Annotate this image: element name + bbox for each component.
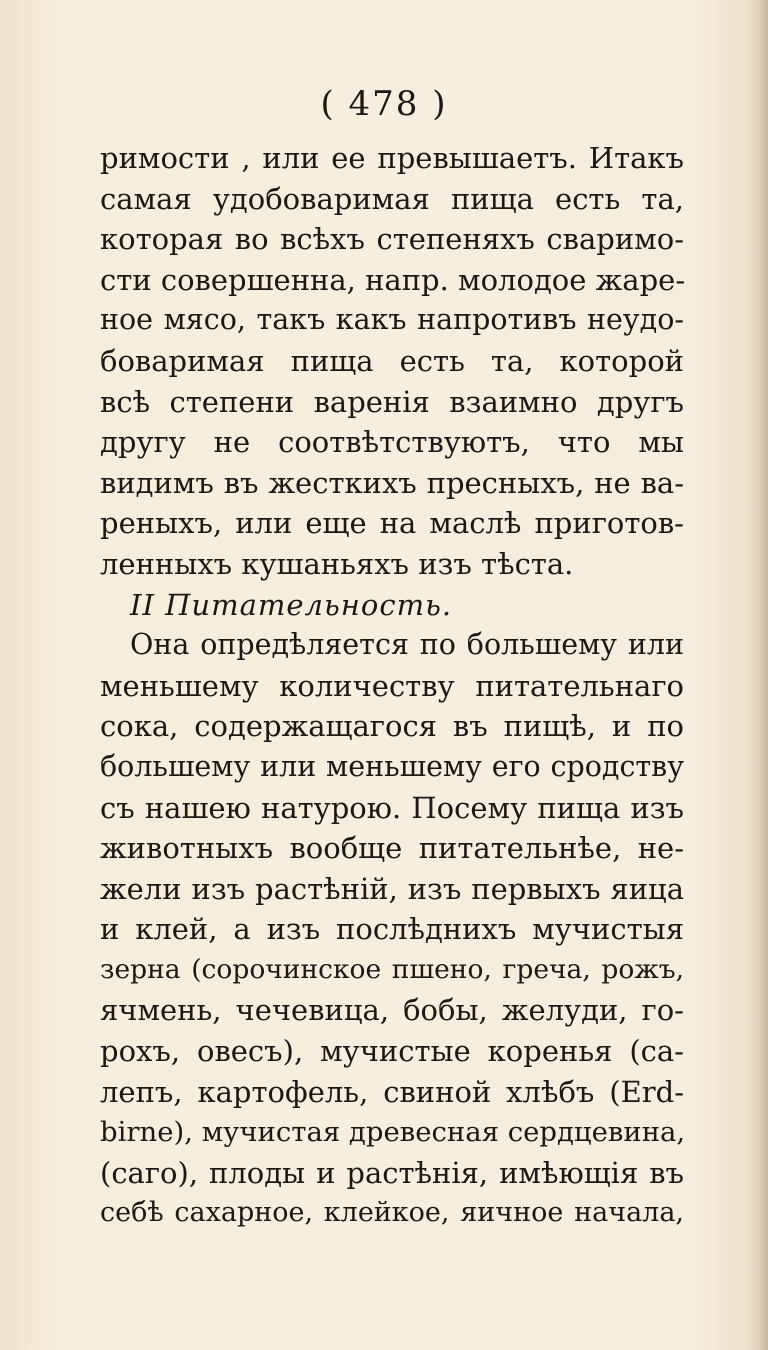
text-line: реныхъ, или еще на маслѣ приготов- — [100, 506, 684, 541]
text-line: большему или меньшему его сродству — [100, 749, 684, 783]
page-number: ( 478 ) — [320, 84, 448, 124]
text-line: меньшему количеству питательнаго — [100, 668, 684, 703]
text-line: римости , или ее превышаетъ. Итакъ — [100, 141, 684, 175]
text-line: себѣ сахарное, клейкое, яичное начала, — [100, 1197, 684, 1229]
text-line: съ нашею натурою. Посему пища изъ — [100, 790, 684, 825]
text-line: которая во всѣхъ степеняхъ сваримо- — [100, 222, 684, 257]
text-line: Она опредѣляется по большему или — [130, 628, 684, 662]
text-line: жели изъ растѣній, изъ первыхъ яица — [100, 871, 684, 906]
text-line: зерна (сорочинское пшено, греча, рожъ, — [100, 953, 684, 985]
text-line: другу не соотвѣтствуютъ, что мы — [100, 425, 684, 460]
text-line: самая удобоваримая пища есть та, — [100, 181, 684, 216]
text-line: всѣ степени варенія взаимно другъ — [100, 384, 684, 419]
text-line: видимъ въ жесткихъ пресныхъ, не ва- — [100, 465, 684, 500]
text-line: животныхъ вообще питательнѣе, не- — [100, 831, 684, 866]
text-line: ное мясо, такъ какъ напротивъ неудо- — [100, 303, 684, 337]
text-line: сти совершенна, напр. молодое жаре- — [100, 262, 686, 297]
page-edge-shadow — [746, 0, 768, 1350]
text-line: боваримая пища есть та, которой — [100, 343, 684, 378]
section-heading: II Питательность. — [130, 587, 453, 622]
text-line: рохъ, овесъ), мучистые коренья (са- — [100, 1034, 684, 1069]
text-line: и клей, а изъ послѣднихъ мучистыя — [100, 912, 684, 947]
text-line: (саго), плоды и растѣнія, имѣющія въ — [100, 1155, 684, 1190]
text-line: сока, содержащагося въ пищѣ, и по — [100, 709, 684, 744]
text-line: birne), мучистая древесная сердцевина, — [100, 1116, 686, 1149]
body-text — [100, 138, 684, 1234]
text-line: ленныхъ кушаньяхъ изъ тѣста. — [100, 546, 574, 581]
text-line: лепъ, картофель, свиной хлѣбъ (Erd- — [100, 1074, 684, 1109]
text-line: ячмень, чечевица, бобы, желуди, го- — [100, 993, 684, 1028]
